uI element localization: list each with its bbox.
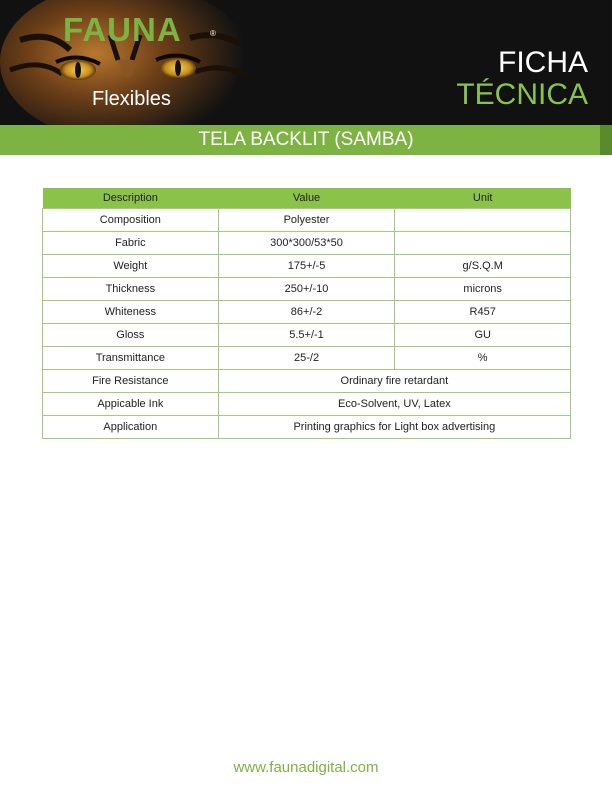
cell-unit: R457	[395, 300, 571, 323]
product-title: TELA BACKLIT (SAMBA)	[198, 129, 414, 150]
cell-description: Weight	[43, 254, 219, 277]
cell-description: Transmittance	[43, 346, 219, 369]
header-banner	[0, 0, 612, 125]
table-row	[43, 231, 571, 254]
cell-value: Polyester	[218, 208, 395, 231]
spec-table	[42, 188, 571, 439]
footer-website-link[interactable]: www.faunadigital.com	[233, 759, 379, 776]
cell-description: Whiteness	[43, 300, 219, 323]
cell-value-merged: Ordinary fire retardant	[218, 369, 570, 392]
table-row	[43, 208, 571, 231]
cell-description: Appicable Ink	[43, 392, 219, 415]
cell-unit: g/S.Q.M	[395, 254, 571, 277]
cell-unit: GU	[395, 323, 571, 346]
cell-value: 86+/-2	[218, 300, 395, 323]
table-row	[43, 392, 571, 415]
cell-unit: %	[395, 346, 571, 369]
table-header-row	[43, 188, 571, 208]
header-description: Description	[43, 188, 219, 208]
cell-value-merged: Eco-Solvent, UV, Latex	[218, 392, 570, 415]
cell-value: 300*300/53*50	[218, 231, 395, 254]
cell-description: Fabric	[43, 231, 219, 254]
brand-logo: FAUNA	[63, 11, 182, 48]
cell-description: Fire Resistance	[43, 369, 219, 392]
brand-subtitle: Flexibles	[92, 88, 171, 110]
cell-value-merged: Printing graphics for Light box advertising	[218, 415, 570, 438]
cell-unit	[395, 208, 571, 231]
table-row	[43, 346, 571, 369]
header-value: Value	[218, 188, 395, 208]
table-row	[43, 415, 571, 438]
table-row	[43, 277, 571, 300]
cell-value: 250+/-10	[218, 277, 395, 300]
cell-value: 25-/2	[218, 346, 395, 369]
registered-mark: ®	[210, 29, 216, 38]
cell-description: Gloss	[43, 323, 219, 346]
cell-unit	[395, 231, 571, 254]
table-row	[43, 323, 571, 346]
cell-value: 5.5+/-1	[218, 323, 395, 346]
table-row	[43, 300, 571, 323]
cell-description: Composition	[43, 208, 219, 231]
header-unit: Unit	[395, 188, 571, 208]
cell-description: Application	[43, 415, 219, 438]
doc-type-line1: FICHA	[498, 46, 588, 79]
table-row	[43, 254, 571, 277]
cell-description: Thickness	[43, 277, 219, 300]
cell-unit: microns	[395, 277, 571, 300]
cell-value: 175+/-5	[218, 254, 395, 277]
table-row	[43, 369, 571, 392]
doc-type-line2: TÉCNICA	[456, 78, 588, 111]
